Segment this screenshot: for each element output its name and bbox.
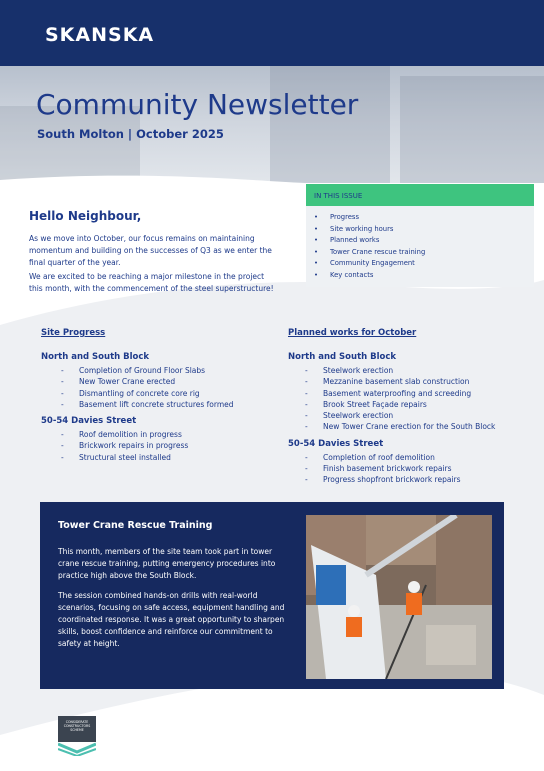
planned-item: - Progress shopfront brickwork repairs — [305, 474, 528, 485]
in-this-issue-box — [306, 184, 534, 287]
issue-list — [306, 206, 534, 282]
section-title: 50-54 Davies Street — [288, 438, 384, 449]
section-title: North and South Block — [288, 352, 397, 362]
progress-item: - New Tower Crane erected — [61, 376, 271, 387]
intro-paragraph-1: As we move into October, our focus remains on maintaining momentum and building on the successes of Q3 as we enter the final quarter of the year. — [29, 234, 272, 267]
issue-item: • Community Engagement — [314, 259, 415, 268]
greeting: Hello Neighbour, — [29, 209, 142, 223]
crane-training-panel — [40, 502, 504, 689]
newsletter-subtitle: South Molton | October 2025 — [37, 127, 224, 141]
planned-item: - Finish basement brickwork repairs — [305, 463, 528, 474]
planned-item: - Completion of roof demolition — [305, 452, 528, 463]
svg-text:CONSTRUCTORS: CONSTRUCTORS — [63, 724, 91, 728]
svg-text:CONSIDERATE: CONSIDERATE — [65, 720, 89, 724]
site-progress-column — [41, 328, 271, 469]
progress-item: - Dismantling of concrete core rig — [61, 388, 271, 399]
progress-item: - Basement lift concrete structures formed — [61, 399, 271, 410]
skanska-logo: SKANSKA — [45, 24, 155, 46]
hero-banner — [0, 66, 544, 186]
progress-item: - Brickwork repairs in progress — [61, 440, 271, 451]
planned-works-column — [288, 328, 528, 492]
section-title: North and South Block — [41, 352, 150, 362]
planned-item: - Steelwork erection — [305, 410, 528, 421]
issue-item: • Progress — [314, 213, 360, 221]
issue-item: • Tower Crane rescue training — [314, 247, 426, 256]
crane-paragraph-1: This month, members of the site team took part in tower crane rescue training, putting emergency procedures into practice high above the South Block. — [58, 547, 276, 580]
crane-training-photo — [306, 515, 492, 679]
planned-item: - Brook Street Façade repairs — [305, 399, 528, 410]
issue-item: • Key contacts — [314, 270, 374, 279]
progress-item: - Structural steel installed — [61, 452, 271, 463]
header-bar — [0, 0, 544, 66]
issue-item: • Site working hours — [314, 224, 394, 233]
planned-item: - New Tower Crane erection for the South Block — [305, 421, 528, 432]
site-progress-heading: Site Progress — [41, 328, 106, 338]
progress-item: - Roof demolition in progress — [61, 429, 271, 440]
planned-works-heading: Planned works for October — [288, 328, 417, 338]
progress-item: - Completion of Ground Floor Slabs — [61, 365, 271, 376]
section-title: 50-54 Davies Street — [41, 416, 137, 427]
crane-training-title: Tower Crane Rescue Training — [58, 520, 213, 531]
svg-text:SCHEME: SCHEME — [70, 728, 84, 732]
planned-item: - Basement waterproofing and screeding — [305, 388, 528, 399]
newsletter-title: Community Newsletter — [36, 88, 359, 121]
in-this-issue-heading: IN THIS ISSUE — [306, 184, 534, 206]
intro-paragraph-2: We are excited to be reaching a major milestone in the project this month, with the commencement of the steel superstructure! — [29, 272, 274, 293]
issue-item: • Planned works — [314, 236, 380, 245]
considerate-constructors-logo — [58, 716, 96, 756]
crane-paragraph-2: The session combined hands-on drills with real-world scenarios, focusing on safe access, equipment handling and coordinated response. It was a great opportunity to sharpen skills, boost confidence and reinforce our commitment to safety at height. — [58, 591, 285, 648]
planned-item: - Mezzanine basement slab construction — [305, 376, 528, 387]
planned-item: - Steelwork erection — [305, 365, 528, 376]
